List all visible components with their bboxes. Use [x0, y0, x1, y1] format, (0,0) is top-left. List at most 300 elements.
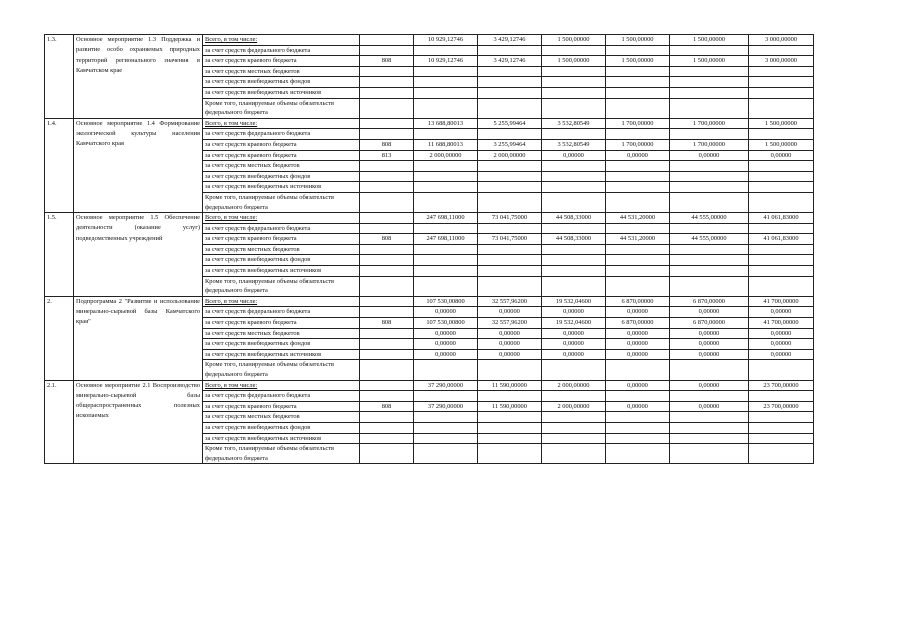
amount-cell	[478, 412, 542, 423]
funding-source: Кроме того, планируемые объемы обязательств федерального бюджета	[203, 444, 360, 464]
amount-cell: 0,00000	[606, 328, 670, 339]
amount-cell	[606, 66, 670, 77]
amount-cell: 0,00000	[749, 328, 814, 339]
budget-code	[360, 87, 414, 98]
amount-cell	[606, 266, 670, 277]
amount-cell	[606, 87, 670, 98]
budget-code	[360, 244, 414, 255]
amount-cell	[414, 422, 478, 433]
funding-source: за счет средств краевого бюджета	[203, 150, 360, 161]
table-body	[45, 35, 814, 464]
amount-cell	[670, 45, 749, 56]
amount-cell	[606, 171, 670, 182]
amount-cell: 0,00000	[542, 349, 606, 360]
amount-cell: 41 061,83000	[749, 213, 814, 224]
budget-code	[360, 223, 414, 234]
amount-cell: 37 290,00000	[414, 380, 478, 391]
amount-cell	[414, 255, 478, 266]
amount-cell	[542, 444, 606, 464]
amount-cell	[542, 412, 606, 423]
item-name-text: Основное мероприятие 2.1 Воспроизводство минерально-сырьевой базы общераспространенных полезных ископаемых	[76, 381, 200, 420]
amount-cell	[542, 422, 606, 433]
budget-code: 808	[360, 401, 414, 412]
amount-cell: 0,00000	[478, 328, 542, 339]
budget-table	[44, 34, 814, 464]
amount-cell: 107 530,00800	[414, 296, 478, 307]
amount-cell: 0,00000	[478, 307, 542, 318]
budget-code	[360, 161, 414, 172]
table-row	[45, 296, 814, 307]
amount-cell	[670, 433, 749, 444]
amount-cell	[414, 171, 478, 182]
amount-cell: 32 557,96200	[478, 296, 542, 307]
budget-code	[360, 433, 414, 444]
table-row	[45, 213, 814, 224]
budget-code: 808	[360, 318, 414, 329]
budget-code: 808	[360, 56, 414, 67]
amount-cell: 1 700,00000	[670, 118, 749, 129]
amount-cell	[414, 444, 478, 464]
amount-cell: 0,00000	[606, 349, 670, 360]
budget-code	[360, 339, 414, 350]
amount-cell: 6 870,00000	[670, 318, 749, 329]
funding-source: за счет средств внебюджетных источников	[203, 349, 360, 360]
funding-source: Кроме того, планируемые объемы обязательств федерального бюджета	[203, 360, 360, 380]
amount-cell	[606, 45, 670, 56]
amount-cell	[670, 391, 749, 402]
amount-cell	[414, 412, 478, 423]
amount-cell	[749, 223, 814, 234]
amount-cell: 2 000,00000	[542, 380, 606, 391]
amount-cell	[478, 129, 542, 140]
funding-source: за счет средств местных бюджетов	[203, 244, 360, 255]
amount-cell	[542, 161, 606, 172]
funding-source: Всего, в том числе:	[203, 118, 360, 129]
amount-cell	[606, 77, 670, 88]
amount-cell: 0,00000	[670, 328, 749, 339]
amount-cell: 1 500,00000	[542, 56, 606, 67]
amount-cell	[414, 244, 478, 255]
item-number: 1.4.	[45, 118, 74, 212]
amount-cell	[670, 129, 749, 140]
budget-code	[360, 255, 414, 266]
amount-cell: 247 698,11000	[414, 213, 478, 224]
amount-cell	[749, 66, 814, 77]
funding-source: за счет средств краевого бюджета	[203, 401, 360, 412]
funding-source: за счет средств внебюджетных фондов	[203, 422, 360, 433]
amount-cell	[414, 433, 478, 444]
amount-cell	[670, 223, 749, 234]
amount-cell: 0,00000	[749, 349, 814, 360]
amount-cell: 1 500,00000	[606, 56, 670, 67]
funding-source: за счет средств внебюджетных фондов	[203, 77, 360, 88]
amount-cell: 0,00000	[670, 401, 749, 412]
amount-cell	[478, 171, 542, 182]
amount-cell: 6 870,00000	[606, 318, 670, 329]
funding-source: за счет средств краевого бюджета	[203, 318, 360, 329]
amount-cell	[414, 66, 478, 77]
amount-cell	[749, 129, 814, 140]
amount-cell	[749, 444, 814, 464]
item-name	[74, 213, 203, 297]
amount-cell: 0,00000	[542, 307, 606, 318]
budget-code	[360, 296, 414, 307]
amount-cell: 1 700,00000	[670, 139, 749, 150]
amount-cell: 37 290,00000	[414, 401, 478, 412]
funding-source: за счет средств местных бюджетов	[203, 328, 360, 339]
amount-cell: 2 000,00000	[414, 150, 478, 161]
amount-cell: 10 929,12746	[414, 56, 478, 67]
amount-cell: 11 688,80013	[414, 139, 478, 150]
funding-source: за счет средств внебюджетных источников	[203, 433, 360, 444]
amount-cell: 3 532,80549	[542, 139, 606, 150]
budget-code	[360, 171, 414, 182]
amount-cell	[414, 223, 478, 234]
budget-code	[360, 380, 414, 391]
amount-cell	[749, 45, 814, 56]
amount-cell	[749, 412, 814, 423]
table-row	[45, 118, 814, 129]
amount-cell: 0,00000	[670, 150, 749, 161]
amount-cell	[670, 161, 749, 172]
amount-cell: 0,00000	[542, 328, 606, 339]
amount-cell	[478, 77, 542, 88]
amount-cell: 6 870,00000	[670, 296, 749, 307]
amount-cell	[749, 255, 814, 266]
amount-cell	[542, 45, 606, 56]
amount-cell: 3 532,80549	[542, 118, 606, 129]
funding-source: за счет средств местных бюджетов	[203, 412, 360, 423]
amount-cell: 0,00000	[414, 328, 478, 339]
amount-cell: 23 700,00000	[749, 380, 814, 391]
amount-cell: 0,00000	[670, 339, 749, 350]
amount-cell: 0,00000	[606, 401, 670, 412]
amount-cell	[414, 266, 478, 277]
amount-cell: 0,00000	[478, 339, 542, 350]
amount-cell: 0,00000	[478, 349, 542, 360]
funding-source: за счет средств краевого бюджета	[203, 56, 360, 67]
amount-cell	[414, 360, 478, 380]
amount-cell: 0,00000	[749, 150, 814, 161]
funding-source: за счет средств внебюджетных источников	[203, 182, 360, 193]
amount-cell	[542, 223, 606, 234]
budget-code	[360, 66, 414, 77]
amount-cell	[542, 360, 606, 380]
amount-cell	[542, 276, 606, 296]
amount-cell: 3 255,99464	[478, 139, 542, 150]
budget-code	[360, 77, 414, 88]
amount-cell	[542, 98, 606, 118]
table-row	[45, 380, 814, 391]
funding-source: Всего, в том числе:	[203, 380, 360, 391]
amount-cell	[606, 98, 670, 118]
amount-cell	[542, 87, 606, 98]
amount-cell	[478, 66, 542, 77]
item-number: 1.3.	[45, 35, 74, 119]
amount-cell	[749, 161, 814, 172]
amount-cell: 5 255,99464	[478, 118, 542, 129]
amount-cell	[606, 422, 670, 433]
amount-cell	[478, 266, 542, 277]
amount-cell: 1 500,00000	[749, 118, 814, 129]
amount-cell	[670, 98, 749, 118]
amount-cell: 2 000,00000	[478, 150, 542, 161]
budget-code	[360, 182, 414, 193]
amount-cell: 13 688,80013	[414, 118, 478, 129]
funding-source: Всего, в том числе:	[203, 35, 360, 46]
amount-cell	[670, 244, 749, 255]
amount-cell	[749, 98, 814, 118]
amount-cell	[542, 391, 606, 402]
funding-source: Кроме того, планируемые объемы обязательств федерального бюджета	[203, 192, 360, 212]
amount-cell	[606, 244, 670, 255]
funding-source: за счет средств федерального бюджета	[203, 307, 360, 318]
amount-cell	[478, 244, 542, 255]
funding-source: за счет средств федерального бюджета	[203, 45, 360, 56]
budget-code	[360, 391, 414, 402]
amount-cell	[670, 66, 749, 77]
amount-cell	[749, 244, 814, 255]
amount-cell: 19 532,04600	[542, 296, 606, 307]
funding-source: за счет средств федерального бюджета	[203, 223, 360, 234]
budget-code	[360, 307, 414, 318]
amount-cell	[478, 98, 542, 118]
amount-cell	[542, 255, 606, 266]
amount-cell	[478, 255, 542, 266]
amount-cell: 0,00000	[749, 339, 814, 350]
amount-cell	[670, 87, 749, 98]
amount-cell: 44 531,20000	[606, 234, 670, 245]
amount-cell	[414, 45, 478, 56]
amount-cell	[670, 360, 749, 380]
amount-cell	[478, 87, 542, 98]
amount-cell	[749, 171, 814, 182]
item-name	[74, 296, 203, 380]
item-name-text: Подпрограмма 2 "Развитие и использование минерально-сырьевой базы Камчатского края"	[76, 297, 200, 326]
amount-cell: 3 429,12746	[478, 35, 542, 46]
budget-code	[360, 192, 414, 212]
amount-cell	[606, 255, 670, 266]
amount-cell	[670, 77, 749, 88]
amount-cell	[414, 276, 478, 296]
funding-source: Кроме того, планируемые объемы обязательств федерального бюджета	[203, 98, 360, 118]
amount-cell: 1 500,00000	[670, 35, 749, 46]
amount-cell	[670, 276, 749, 296]
budget-code	[360, 213, 414, 224]
amount-cell	[542, 266, 606, 277]
funding-source: за счет средств федерального бюджета	[203, 129, 360, 140]
amount-cell	[478, 223, 542, 234]
amount-cell: 0,00000	[606, 150, 670, 161]
amount-cell	[542, 129, 606, 140]
amount-cell	[749, 77, 814, 88]
amount-cell: 11 590,00000	[478, 380, 542, 391]
funding-source: за счет средств краевого бюджета	[203, 234, 360, 245]
amount-cell: 0,00000	[606, 339, 670, 350]
amount-cell: 3 000,00000	[749, 35, 814, 46]
budget-code	[360, 118, 414, 129]
amount-cell	[542, 66, 606, 77]
amount-cell	[414, 129, 478, 140]
amount-cell	[414, 182, 478, 193]
amount-cell	[478, 161, 542, 172]
amount-cell: 2 000,00000	[542, 401, 606, 412]
funding-source: за счет средств внебюджетных фондов	[203, 339, 360, 350]
amount-cell: 0,00000	[670, 380, 749, 391]
item-name	[74, 118, 203, 212]
amount-cell	[542, 192, 606, 212]
funding-source: за счет средств краевого бюджета	[203, 139, 360, 150]
item-name-text: Основное мероприятие 1.3 Поддержка и развитие особо охраняемых природных территорий регионального значения в Камчатском крае	[76, 36, 200, 74]
budget-code	[360, 45, 414, 56]
amount-cell	[749, 422, 814, 433]
amount-cell	[542, 182, 606, 193]
amount-cell: 6 870,00000	[606, 296, 670, 307]
amount-cell: 41 700,00000	[749, 296, 814, 307]
amount-cell: 0,00000	[670, 349, 749, 360]
amount-cell: 0,00000	[670, 307, 749, 318]
budget-code	[360, 35, 414, 46]
amount-cell: 0,00000	[606, 307, 670, 318]
item-number: 2.1.	[45, 380, 74, 464]
amount-cell: 44 555,00000	[670, 213, 749, 224]
amount-cell	[542, 77, 606, 88]
amount-cell	[606, 161, 670, 172]
amount-cell	[414, 192, 478, 212]
funding-source: за счет средств внебюджетных фондов	[203, 171, 360, 182]
amount-cell: 1 500,00000	[749, 139, 814, 150]
amount-cell: 1 700,00000	[606, 139, 670, 150]
amount-cell	[606, 129, 670, 140]
amount-cell	[606, 391, 670, 402]
item-name	[74, 380, 203, 464]
budget-code	[360, 328, 414, 339]
amount-cell	[414, 391, 478, 402]
amount-cell: 44 531,20000	[606, 213, 670, 224]
funding-source: за счет средств местных бюджетов	[203, 66, 360, 77]
amount-cell	[606, 412, 670, 423]
item-name-text: Основное мероприятие 1.5 Обеспечение деятельности (оказание услуг) подведомственных учреждений	[76, 214, 200, 242]
amount-cell	[670, 192, 749, 212]
funding-source: за счет средств местных бюджетов	[203, 161, 360, 172]
item-number: 2.	[45, 296, 74, 380]
amount-cell	[606, 433, 670, 444]
amount-cell	[670, 412, 749, 423]
amount-cell	[414, 77, 478, 88]
amount-cell	[478, 276, 542, 296]
amount-cell: 32 557,96200	[478, 318, 542, 329]
amount-cell: 0,00000	[749, 307, 814, 318]
amount-cell	[670, 444, 749, 464]
budget-code	[360, 444, 414, 464]
budget-code: 808	[360, 139, 414, 150]
budget-code	[360, 349, 414, 360]
amount-cell	[542, 244, 606, 255]
amount-cell: 1 500,00000	[542, 35, 606, 46]
amount-cell: 73 041,75000	[478, 213, 542, 224]
amount-cell: 1 500,00000	[670, 56, 749, 67]
amount-cell: 44 555,00000	[670, 234, 749, 245]
amount-cell: 44 508,33000	[542, 234, 606, 245]
amount-cell	[606, 444, 670, 464]
funding-source: Кроме того, планируемые объемы обязательств федерального бюджета	[203, 276, 360, 296]
table-row	[45, 35, 814, 46]
amount-cell	[670, 255, 749, 266]
amount-cell	[478, 45, 542, 56]
funding-source: за счет средств внебюджетных фондов	[203, 255, 360, 266]
amount-cell	[542, 433, 606, 444]
budget-code	[360, 129, 414, 140]
budget-code	[360, 98, 414, 118]
budget-code	[360, 412, 414, 423]
amount-cell	[414, 98, 478, 118]
amount-cell	[414, 87, 478, 98]
amount-cell: 44 508,33000	[542, 213, 606, 224]
funding-source: за счет средств внебюджетных источников	[203, 87, 360, 98]
budget-code	[360, 422, 414, 433]
amount-cell: 247 698,11000	[414, 234, 478, 245]
funding-source: за счет средств федерального бюджета	[203, 391, 360, 402]
amount-cell	[478, 444, 542, 464]
amount-cell	[670, 266, 749, 277]
amount-cell	[478, 360, 542, 380]
budget-code	[360, 360, 414, 380]
amount-cell	[606, 276, 670, 296]
amount-cell: 3 000,00000	[749, 56, 814, 67]
amount-cell	[606, 192, 670, 212]
amount-cell	[749, 276, 814, 296]
amount-cell: 1 700,00000	[606, 118, 670, 129]
amount-cell	[749, 192, 814, 212]
funding-source: Всего, в том числе:	[203, 296, 360, 307]
amount-cell	[478, 433, 542, 444]
amount-cell: 0,00000	[606, 380, 670, 391]
funding-source: Всего, в том числе:	[203, 213, 360, 224]
amount-cell: 3 429,12746	[478, 56, 542, 67]
funding-source: за счет средств внебюджетных источников	[203, 266, 360, 277]
amount-cell: 23 700,00000	[749, 401, 814, 412]
amount-cell: 19 532,04600	[542, 318, 606, 329]
item-number: 1.5.	[45, 213, 74, 297]
amount-cell	[749, 360, 814, 380]
budget-code	[360, 266, 414, 277]
amount-cell: 0,00000	[414, 339, 478, 350]
amount-cell	[478, 391, 542, 402]
amount-cell	[478, 192, 542, 212]
amount-cell	[749, 266, 814, 277]
amount-cell	[749, 182, 814, 193]
amount-cell: 0,00000	[542, 339, 606, 350]
item-name-text: Основное мероприятие 1.4 Формирование экологической культуры населения Камчатского края	[76, 119, 200, 148]
amount-cell	[606, 223, 670, 234]
item-name	[74, 35, 203, 119]
amount-cell	[606, 360, 670, 380]
amount-cell	[478, 182, 542, 193]
amount-cell	[670, 182, 749, 193]
amount-cell: 0,00000	[542, 150, 606, 161]
budget-code: 813	[360, 150, 414, 161]
budget-code: 808	[360, 234, 414, 245]
budget-code	[360, 276, 414, 296]
amount-cell: 10 929,12746	[414, 35, 478, 46]
amount-cell	[606, 182, 670, 193]
amount-cell	[749, 391, 814, 402]
amount-cell	[670, 422, 749, 433]
amount-cell: 41 061,83000	[749, 234, 814, 245]
amount-cell: 0,00000	[414, 349, 478, 360]
amount-cell: 11 590,00000	[478, 401, 542, 412]
amount-cell: 41 700,00000	[749, 318, 814, 329]
